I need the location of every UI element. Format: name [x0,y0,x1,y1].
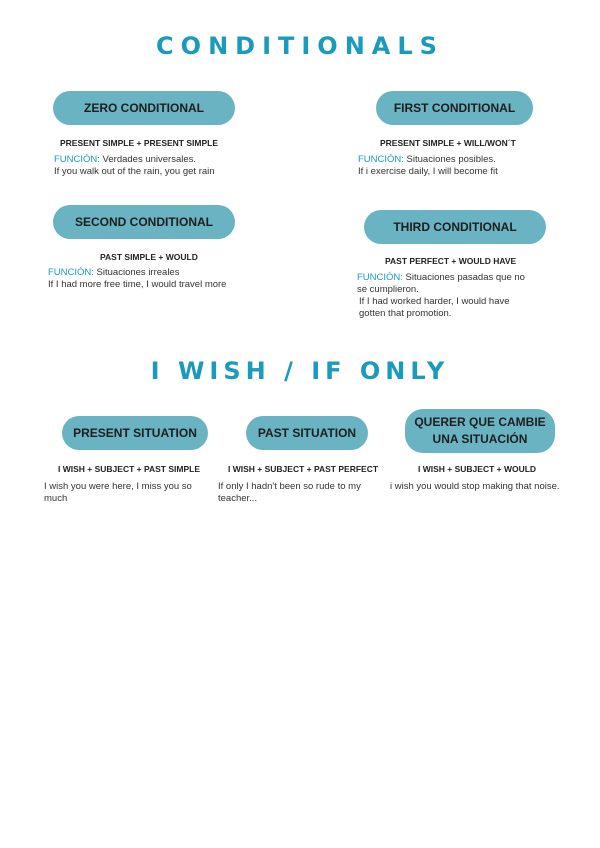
zero-conditional-description [54,154,294,178]
funcion-text: Situaciones posibles. [403,154,496,165]
change-situation-formula: I WISH + SUBJECT + WOULD [418,464,537,474]
present-situation-badge: PRESENT SITUATION [62,416,208,450]
first-conditional-description [358,154,588,178]
funcion-label: FUNCIÓN: [54,154,100,165]
funcion-text: Verdades universales. [99,154,197,165]
funcion-label: FUNCIÓN: [357,272,403,283]
funcion-label: FUNCIÓN: [358,154,404,165]
present-situation-example: I wish you were here, I miss you so much [44,481,192,504]
zero-conditional-badge: ZERO CONDITIONAL [53,91,235,125]
third-conditional-badge: THIRD CONDITIONAL [364,210,546,244]
third-conditional-description [357,272,537,320]
section-title-wish: I WISH / IF ONLY [150,357,450,385]
present-situation-formula: I WISH + SUBJECT + PAST SIMPLE [58,464,201,474]
past-situation-badge: PAST SITUATION [246,416,368,450]
example-text: If i exercise daily, I will become fit [358,166,498,177]
funcion-text: Situaciones irreales [93,267,180,278]
change-situation-badge: QUERER QUE CAMBIE UNA SITUACIÓN [405,409,555,453]
example-text: If I had more free time, I would travel more [48,279,227,290]
second-conditional-formula: PAST SIMPLE + WOULD [100,252,198,262]
example-text: If I had worked harder, I would have gotten that promotion. [359,296,510,319]
change-situation-example: i wish you would stop making that noise. [390,481,560,492]
second-conditional-badge: SECOND CONDITIONAL [53,205,235,239]
first-conditional-formula: PRESENT SIMPLE + WILL/WON´T [380,138,516,148]
past-situation-example: If only I hadn't been so rude to my teacher... [218,481,361,504]
first-conditional-badge: FIRST CONDITIONAL [376,91,533,125]
past-situation-formula: I WISH + SUBJECT + PAST PERFECT [228,464,379,474]
example-text: If you walk out of the rain, you get rain [54,166,215,177]
funcion-label: FUNCIÓN: [48,267,94,278]
page-title: CONDITIONALS [156,32,444,60]
zero-conditional-formula: PRESENT SIMPLE + PRESENT SIMPLE [60,138,218,148]
second-conditional-description [48,267,298,291]
funcion-text: Situaciones pasadas que no se cumplieron. [357,272,525,295]
third-conditional-formula: PAST PERFECT + WOULD HAVE [385,256,517,266]
